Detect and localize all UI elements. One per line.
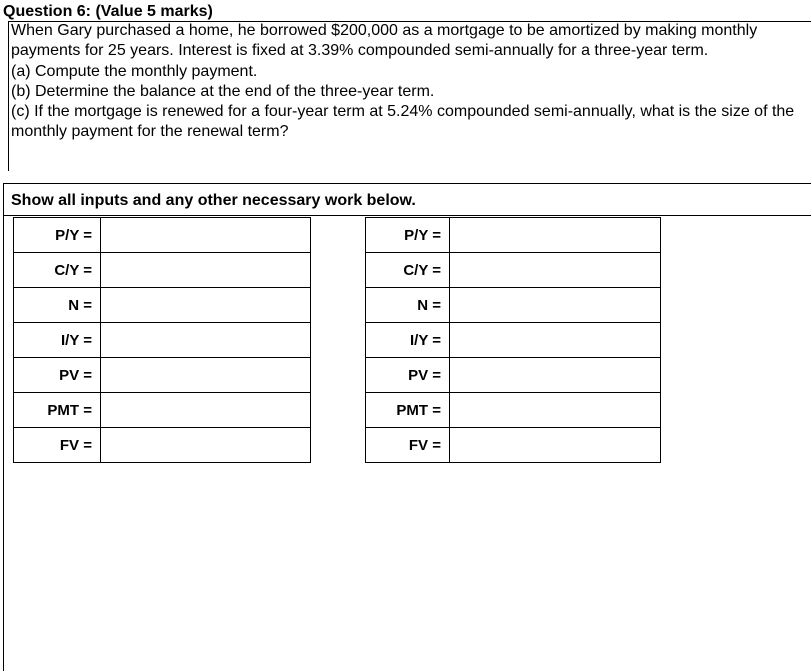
label-cy: C/Y = (14, 253, 101, 288)
input-fv[interactable] (101, 428, 311, 463)
table-row (366, 358, 661, 393)
table-row (14, 323, 311, 358)
question-part-a: (a) Compute the monthly payment. (11, 62, 258, 80)
table-row (14, 253, 311, 288)
input-n[interactable] (101, 288, 311, 323)
input-pmt[interactable] (101, 393, 311, 428)
label-pmt: PMT = (14, 393, 101, 428)
work-header: Show all inputs and any other necessary work below. (11, 192, 416, 209)
table-row (14, 218, 311, 253)
work-divider (4, 215, 811, 216)
label-n: N = (366, 288, 450, 323)
table-row (14, 358, 311, 393)
table-row (366, 288, 661, 323)
label-pmt: PMT = (366, 393, 450, 428)
table-row (14, 288, 311, 323)
input-cy[interactable] (450, 253, 661, 288)
input-pv[interactable] (450, 358, 661, 393)
input-py[interactable] (101, 218, 311, 253)
label-n: N = (14, 288, 101, 323)
label-py: P/Y = (366, 218, 450, 253)
input-n[interactable] (450, 288, 661, 323)
label-cy: C/Y = (366, 253, 450, 288)
label-fv: FV = (14, 428, 101, 463)
question-title: Question 6: (Value 5 marks) (3, 3, 213, 20)
table-row (14, 393, 311, 428)
input-iy[interactable] (450, 323, 661, 358)
label-pv: PV = (14, 358, 101, 393)
tvm-table-right (365, 217, 661, 463)
input-cy[interactable] (101, 253, 311, 288)
label-pv: PV = (366, 358, 450, 393)
question-part-b: (b) Determine the balance at the end of the three-year term. (11, 82, 435, 100)
question-part-c: (c) If the mortgage is renewed for a four-year term at 5.24% compounded semi-annually, what is the size of the monthly payment for the renewal term? (11, 103, 795, 141)
question-text (9, 21, 811, 143)
table-row (366, 393, 661, 428)
input-fv[interactable] (450, 428, 661, 463)
label-iy: I/Y = (366, 323, 450, 358)
input-iy[interactable] (101, 323, 311, 358)
question-body: When Gary purchased a home, he borrowed $200,000 as a mortgage to be amortized by making monthly payments for 25 years. Interest is fixed at 3.39% compounded semi-annually for a three-year term. (11, 22, 758, 60)
table-row (366, 218, 661, 253)
input-py[interactable] (450, 218, 661, 253)
label-fv: FV = (366, 428, 450, 463)
input-pmt[interactable] (450, 393, 661, 428)
label-iy: I/Y = (14, 323, 101, 358)
label-py: P/Y = (14, 218, 101, 253)
tvm-table-left (13, 217, 311, 463)
input-pv[interactable] (101, 358, 311, 393)
table-row (366, 428, 661, 463)
table-row (366, 323, 661, 358)
question-box (8, 21, 811, 171)
table-row (366, 253, 661, 288)
work-area[interactable] (3, 183, 811, 671)
table-row (14, 428, 311, 463)
